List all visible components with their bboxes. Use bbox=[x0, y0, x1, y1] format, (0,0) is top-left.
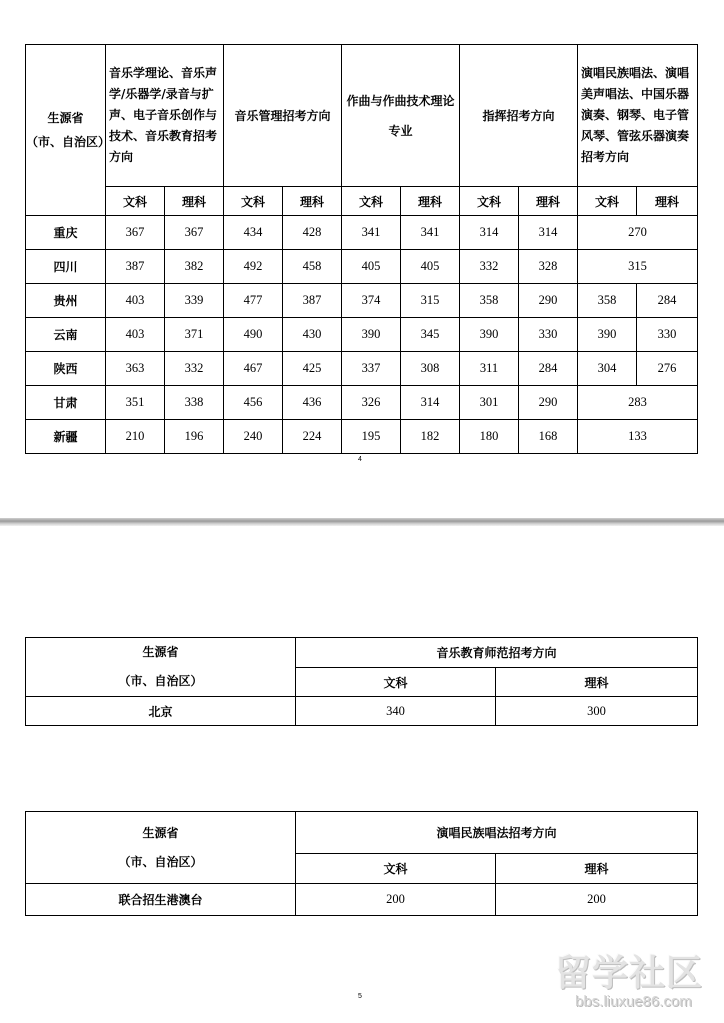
score-cell: 436 bbox=[283, 386, 342, 420]
score-cell: 290 bbox=[519, 386, 578, 420]
score-cell: 351 bbox=[106, 386, 165, 420]
table-row bbox=[26, 250, 698, 284]
score-cell: 240 bbox=[224, 420, 283, 454]
score-cell: 300 bbox=[496, 697, 698, 726]
score-cell: 168 bbox=[519, 420, 578, 454]
subheader-li: 理科 bbox=[283, 187, 342, 216]
province-cell: 重庆 bbox=[26, 216, 106, 250]
group-header-composition: 作曲与作曲技术理论专业 bbox=[342, 45, 460, 187]
score-cell: 425 bbox=[283, 352, 342, 386]
subheader-wen: 文科 bbox=[460, 187, 519, 216]
score-cell: 284 bbox=[519, 352, 578, 386]
score-cell: 490 bbox=[224, 318, 283, 352]
subheader-li: 理科 bbox=[165, 187, 224, 216]
score-cell: 382 bbox=[165, 250, 224, 284]
page-separator bbox=[0, 518, 724, 526]
group-header-conducting: 指挥招考方向 bbox=[460, 45, 578, 187]
province-header-line2: （市、自治区） bbox=[118, 674, 203, 688]
province-cell: 陕西 bbox=[26, 352, 106, 386]
province-header-line2: （市、自治区） bbox=[118, 854, 203, 869]
score-table-1 bbox=[25, 44, 698, 454]
subheader-wen: 文科 bbox=[296, 668, 496, 697]
table-row bbox=[26, 386, 698, 420]
score-cell: 210 bbox=[106, 420, 165, 454]
score-cell: 430 bbox=[283, 318, 342, 352]
table-row bbox=[26, 352, 698, 386]
score-cell-merged: 315 bbox=[578, 250, 698, 284]
table-row bbox=[26, 884, 698, 916]
table-row bbox=[26, 697, 698, 726]
score-cell: 182 bbox=[401, 420, 460, 454]
table-row bbox=[26, 318, 698, 352]
watermark bbox=[555, 955, 720, 1017]
page-number: 5 bbox=[358, 993, 362, 1000]
score-cell: 337 bbox=[342, 352, 401, 386]
subheader-wen: 文科 bbox=[342, 187, 401, 216]
score-cell: 405 bbox=[342, 250, 401, 284]
score-cell: 403 bbox=[106, 284, 165, 318]
score-cell: 456 bbox=[224, 386, 283, 420]
score-cell: 304 bbox=[578, 352, 637, 386]
score-cell: 374 bbox=[342, 284, 401, 318]
subheader-wen: 文科 bbox=[578, 187, 637, 216]
province-cell: 甘肃 bbox=[26, 386, 106, 420]
score-cell: 180 bbox=[460, 420, 519, 454]
table-row bbox=[26, 216, 698, 250]
score-cell: 330 bbox=[637, 318, 698, 352]
score-cell: 434 bbox=[224, 216, 283, 250]
score-cell: 467 bbox=[224, 352, 283, 386]
province-header-line1: 生源省 bbox=[142, 645, 179, 659]
subheader-li: 理科 bbox=[496, 668, 698, 697]
score-cell: 345 bbox=[401, 318, 460, 352]
score-cell: 196 bbox=[165, 420, 224, 454]
score-cell: 315 bbox=[401, 284, 460, 318]
score-cell: 290 bbox=[519, 284, 578, 318]
score-cell: 358 bbox=[460, 284, 519, 318]
province-header-line1: 生源省 bbox=[142, 825, 179, 840]
score-cell: 387 bbox=[106, 250, 165, 284]
score-cell: 477 bbox=[224, 284, 283, 318]
group-header-ethnic-singing: 演唱民族唱法招考方向 bbox=[296, 812, 698, 854]
score-cell: 314 bbox=[519, 216, 578, 250]
group-header-music-management: 音乐管理招考方向 bbox=[224, 45, 342, 187]
subheader-wen: 文科 bbox=[106, 187, 165, 216]
score-cell: 200 bbox=[296, 884, 496, 916]
score-cell: 328 bbox=[519, 250, 578, 284]
province-header bbox=[26, 812, 296, 884]
subheader-wen: 文科 bbox=[296, 854, 496, 884]
province-header bbox=[26, 638, 296, 697]
score-cell: 338 bbox=[165, 386, 224, 420]
score-cell: 458 bbox=[283, 250, 342, 284]
score-cell: 363 bbox=[106, 352, 165, 386]
score-cell: 314 bbox=[460, 216, 519, 250]
province-cell: 贵州 bbox=[26, 284, 106, 318]
score-cell: 224 bbox=[283, 420, 342, 454]
subheader-li: 理科 bbox=[401, 187, 460, 216]
group-header-performance: 演唱民族唱法、演唱美声唱法、中国乐器演奏、钢琴、电子管风琴、管弦乐器演奏招考方向 bbox=[578, 45, 698, 187]
score-cell: 492 bbox=[224, 250, 283, 284]
group-header-music-theory: 音乐学理论、音乐声学/乐器学/录音与扩声、电子音乐创作与技术、音乐教育招考方向 bbox=[106, 45, 224, 187]
score-table-2 bbox=[25, 637, 698, 726]
score-cell: 314 bbox=[401, 386, 460, 420]
page-number: 4 bbox=[358, 456, 362, 463]
score-cell: 428 bbox=[283, 216, 342, 250]
score-cell: 308 bbox=[401, 352, 460, 386]
score-cell: 332 bbox=[165, 352, 224, 386]
score-cell: 371 bbox=[165, 318, 224, 352]
score-table-3 bbox=[25, 811, 698, 916]
province-cell: 四川 bbox=[26, 250, 106, 284]
subheader-wen: 文科 bbox=[224, 187, 283, 216]
score-cell: 367 bbox=[165, 216, 224, 250]
score-cell: 387 bbox=[283, 284, 342, 318]
table-row bbox=[26, 420, 698, 454]
score-cell: 339 bbox=[165, 284, 224, 318]
score-cell: 195 bbox=[342, 420, 401, 454]
subheader-row bbox=[26, 187, 698, 216]
score-cell: 340 bbox=[296, 697, 496, 726]
province-cell: 云南 bbox=[26, 318, 106, 352]
score-cell: 405 bbox=[401, 250, 460, 284]
score-cell: 341 bbox=[342, 216, 401, 250]
score-cell: 326 bbox=[342, 386, 401, 420]
score-cell: 403 bbox=[106, 318, 165, 352]
score-cell: 200 bbox=[496, 884, 698, 916]
province-cell: 联合招生港澳台 bbox=[26, 884, 296, 916]
province-header-line2: （市、自治区） bbox=[26, 135, 111, 149]
score-cell: 367 bbox=[106, 216, 165, 250]
score-cell: 284 bbox=[637, 284, 698, 318]
score-cell: 332 bbox=[460, 250, 519, 284]
watermark-title: 留学社区 bbox=[555, 953, 704, 994]
score-cell: 301 bbox=[460, 386, 519, 420]
score-cell: 311 bbox=[460, 352, 519, 386]
score-cell-merged: 270 bbox=[578, 216, 698, 250]
score-cell: 390 bbox=[342, 318, 401, 352]
province-header bbox=[26, 45, 111, 216]
table-row bbox=[26, 284, 698, 318]
subheader-li: 理科 bbox=[496, 854, 698, 884]
watermark-url: bbs.liuxue86.com bbox=[575, 993, 692, 1010]
group-header-music-education: 音乐教育师范招考方向 bbox=[296, 638, 698, 668]
score-cell: 276 bbox=[637, 352, 698, 386]
subheader-li: 理科 bbox=[637, 187, 698, 216]
province-header-line1: 生源省 bbox=[47, 111, 84, 125]
score-cell-merged: 133 bbox=[578, 420, 698, 454]
score-cell: 390 bbox=[578, 318, 637, 352]
score-cell-merged: 283 bbox=[578, 386, 698, 420]
score-cell: 341 bbox=[401, 216, 460, 250]
score-cell: 330 bbox=[519, 318, 578, 352]
province-cell: 新疆 bbox=[26, 420, 106, 454]
province-cell: 北京 bbox=[26, 697, 296, 726]
score-cell: 390 bbox=[460, 318, 519, 352]
score-cell: 358 bbox=[578, 284, 637, 318]
subheader-li: 理科 bbox=[519, 187, 578, 216]
